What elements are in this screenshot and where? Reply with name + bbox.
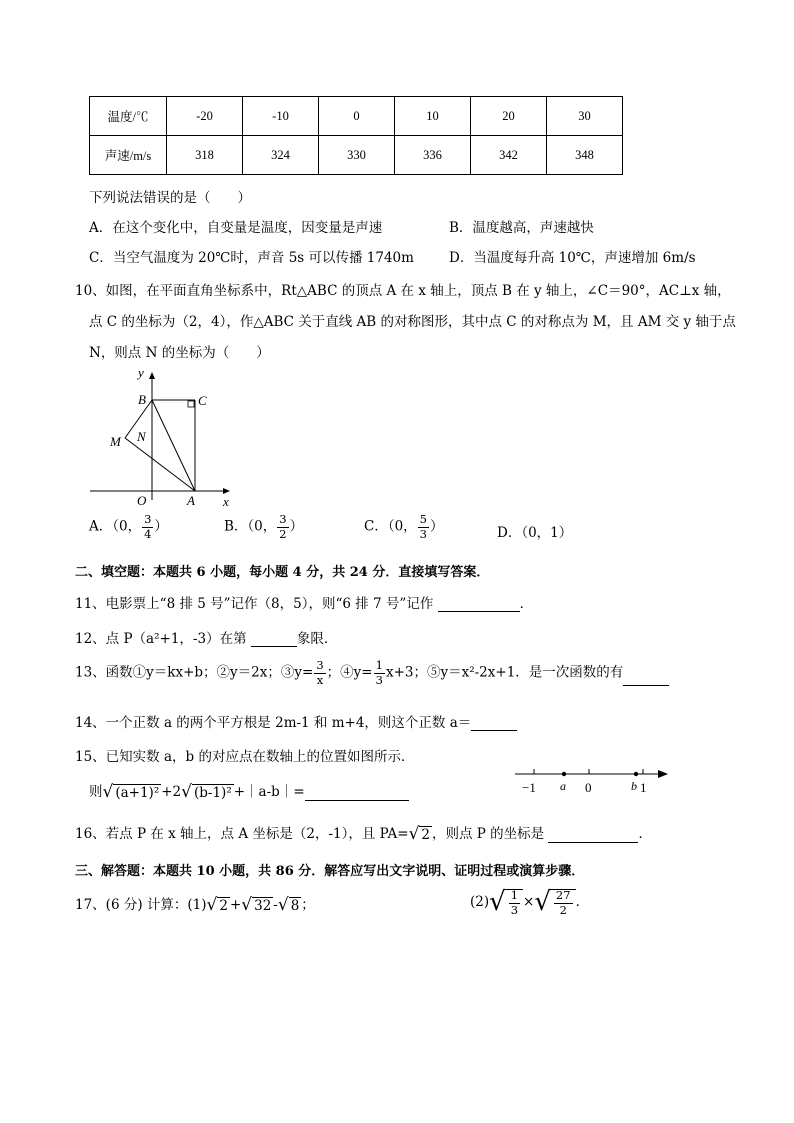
segment-ma [125,438,195,491]
q13: 13、函数①y＝kx+b；②y＝2x；③y= $\frac{3}{x}$ ；④y= $\frac{1}{3}$ x+3；⑤y＝x²-2x+1．是一次函数的有 [75,660,669,686]
table-cell: 330 [319,136,395,175]
q9-option-d: D．当温度每升高 10℃，声速增加 6m/s [449,250,696,266]
point-b [634,772,638,776]
table-header: 声速/m/s [90,136,167,175]
fraction: $\frac{5}{3}$ [419,512,427,541]
table-cell: 318 [167,136,243,175]
table-cell: 20 [471,97,547,136]
fraction: $\frac{3}{4}$ [144,512,152,541]
table-cell: 342 [471,136,547,175]
q10-option-b: B．（0， $\frac{3}{2}$ ） [224,512,304,541]
answer-blank[interactable] [548,828,638,843]
answer-blank[interactable] [438,597,520,612]
sqrt: √ (b-1)² [181,781,232,802]
q10-line2: 点 C 的坐标为（2，4），作△ABC 关于直线 AB 的对称图形，其中点 C 的对称点为 M，且 AM 交 y 轴于点 [89,314,736,330]
q10-line3: N，则点 N 的坐标为（ ） [89,345,270,361]
label-a: a [560,779,566,793]
q15-expression: 则 √ (a+1)² +2 √ (b-1)² +｜a-b｜= [89,780,409,801]
q14: 14、一个正数 a 的两个平方根是 2m-1 和 m+4，则这个正数 a＝ [75,711,517,731]
table-cell: 348 [547,136,623,175]
table-cell: 30 [547,97,623,136]
sqrt: √ (a+1)² [102,781,160,802]
q15-text: 15、已知实数 a，b 的对应点在数轴上的位置如图所示． [75,749,415,765]
section2-heading: 二、填空题：本题共 6 小题，每小题 4 分，共 24 分．直接填写答案． [75,565,490,580]
point-a [562,772,566,776]
q9-prompt: 下列说法错误的是（ ） [89,190,251,206]
answer-blank[interactable] [251,632,297,647]
fraction: $\frac{3}{2}$ [279,512,287,541]
fraction: $\frac{1}{3}$ [375,658,383,687]
answer-blank[interactable] [623,671,669,686]
q9-option-c: C．当空气温度为 20℃时，声音 5s 可以传播 1740m [89,250,414,266]
label-b: b [631,779,637,793]
answer-blank[interactable] [305,786,409,801]
q12: 12、点 P（a²+1，-3）在第 象限． [75,631,338,647]
number-line [510,760,675,800]
answer-blank[interactable] [471,716,517,731]
sqrt: √ 32 [241,894,272,915]
q17-part2: (2) √ $\frac{1}{3}$ × √ $\frac{27}{2}$ ． [470,887,590,917]
q10-line1: 10、如图，在平面直角坐标系中，Rt△ABC 的顶点 A 在 x 轴上，顶点 B 在 y 轴上，∠C＝90°，AC⊥x 轴， [75,283,731,299]
table-cell: 0 [319,97,395,136]
table-cell: -10 [243,97,319,136]
table-cell: 336 [395,136,471,175]
q16: 16、若点 P 在 x 轴上，点 A 坐标是（2，-1），且 PA= √ 2 ，则点 P 的坐标是 ． [75,823,652,844]
sqrt: √ 2 [408,823,430,844]
fraction: $\frac{3}{x}$ [316,658,324,687]
temperature-speed-table [89,96,623,175]
label-b: B [138,392,146,407]
section3-heading: 三、解答题：本题共 10 小题，共 86 分．解答应写出文字说明、证明过程或演算步骤． [75,864,585,879]
label-n: N [137,429,146,444]
number-line-arrow-icon [658,770,668,778]
sqrt: √ $\frac{1}{3}$ [489,889,523,916]
coordinate-figure [85,360,245,510]
table-row [90,136,623,175]
table-cell: 324 [243,136,319,175]
q9-option-b: B．温度越高，声速越快 [449,220,594,236]
table-cell: 10 [395,97,471,136]
label-a: A [187,493,195,508]
label-x: x [223,494,229,509]
q10-option-a: A．（0， $\frac{3}{4}$ ） [89,512,168,541]
segment-ab [152,400,195,491]
table-cell: -20 [167,97,243,136]
q17-part1: 17、(6 分) 计算：(1) √ 2 + √ 32 - √ 8 ； [75,894,315,915]
label-minus-one: −1 [522,780,536,795]
q10-option-c: C．（0， $\frac{5}{3}$ ） [364,512,444,541]
q11: 11、电影票上“8 排 5 号”记作（8，5），则“6 排 7 号”记作 ． [75,596,534,612]
q10-option-d: D．（0，1） [497,525,573,541]
sqrt: √ $\frac{27}{2}$ [534,889,575,916]
label-c: C [198,393,207,408]
table-header: 温度/℃ [90,97,167,136]
q9-option-a: A．在这个变化中，自变量是温度，因变量是声速 [89,220,383,236]
right-angle-mark [188,401,194,407]
label-m: M [110,434,121,449]
y-axis-arrow-icon [149,372,155,379]
fraction: $\frac{27}{2}$ [555,888,571,917]
fraction: $\frac{1}{3}$ [510,888,519,917]
sqrt: √ 8 [277,894,300,915]
label-zero: 0 [585,780,592,795]
label-one: 1 [640,780,647,795]
sqrt: √ 2 [206,894,228,915]
table-row [90,97,623,136]
label-o: O [137,493,147,508]
label-y: y [138,365,144,380]
